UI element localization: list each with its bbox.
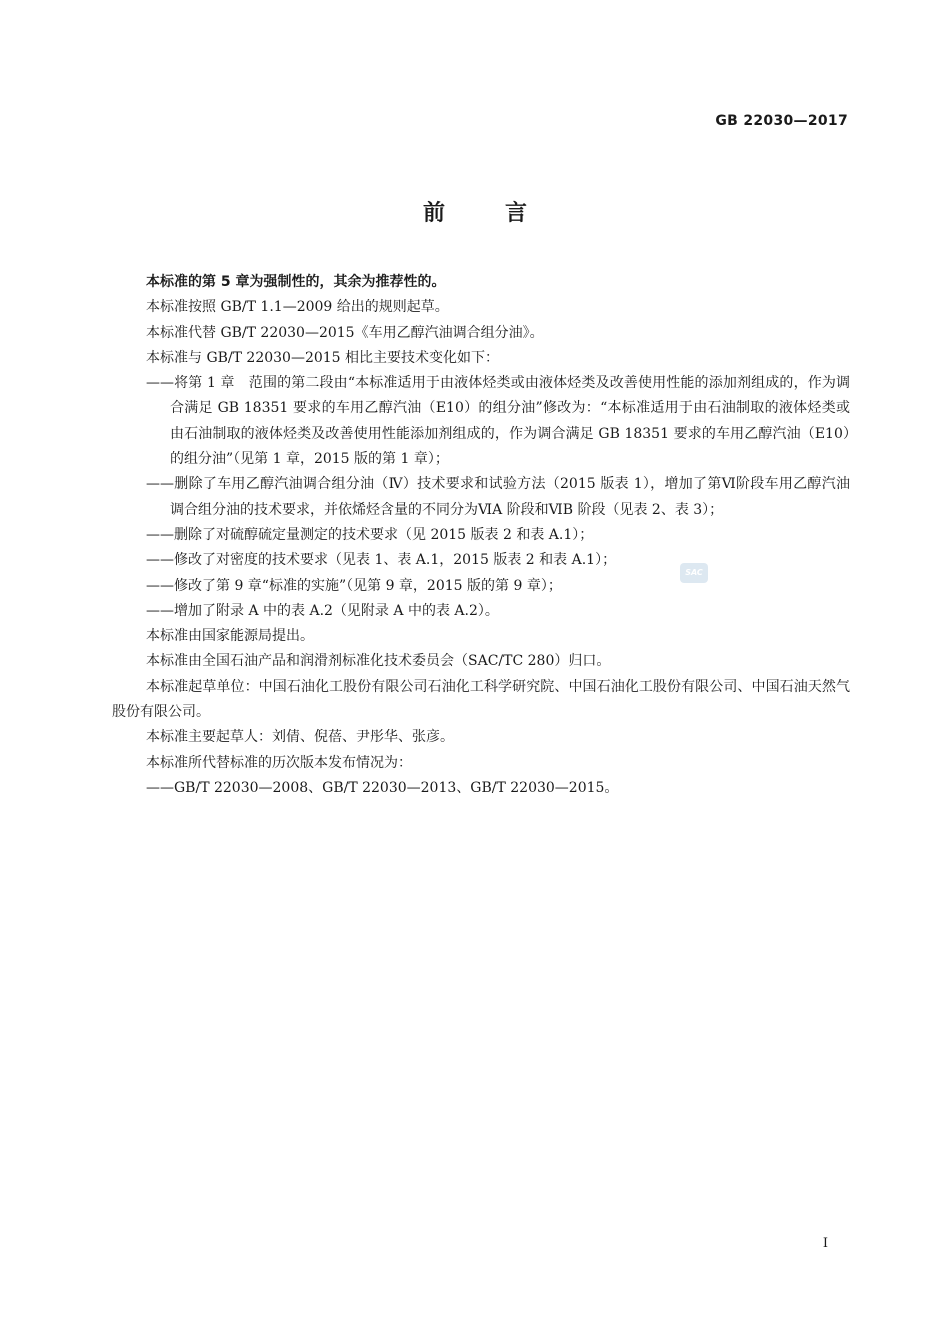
paragraph-drafting-rules: 本标准按照 GB/T 1.1—2009 给出的规则起草。 [146,299,449,316]
foreword-body [112,270,850,801]
sac-watermark-logo: SAC [680,563,708,583]
page-number: I [822,1236,828,1251]
standard-code: GB 22030—2017 [715,113,848,129]
page-title: 前言 [422,201,587,226]
paragraph-changes-intro: 本标准与 GB/T 22030—2015 相比主要技术变化如下： [146,349,500,366]
history-item: ——GB/T 22030—2008、GB/T 22030—2013、GB/T 22030—2015。 [146,779,619,796]
paragraph-mandatory: 本标准的第 5 章为强制性的，其余为推荐性的。 [146,274,446,290]
paragraph-drafters: 本标准主要起草人：刘倩、倪蓓、尹彤华、张彦。 [146,729,454,746]
change-item: ——增加了附录 A 中的表 A.2（见附录 A 中的表 A.2）。 [146,602,499,619]
change-item: ——删除了对硫醇硫定量测定的技术要求（见 2015 版表 2 和表 A.1）； [146,526,594,543]
change-item: ——修改了对密度的技术要求（见表 1、表 A.1，2015 版表 2 和表 A.1）； [146,552,617,569]
paragraph-proposed-by: 本标准由国家能源局提出。 [146,628,314,645]
change-item: ——将第 1 章 范围的第二段由“本标准适用于由液体烃类或由液体烃类及改善使用性能的添加剂组成的，作为调合满足 GB 18351 要求的车用乙醇汽油（E10）的组分油”修改为：“本标准适用于由石油制取的液体烃类或由石油制取的液体烃类及改善使用性能添加剂组成的，作为调合满足 GB 18351 要求的车用乙醇汽油（E10）的组分油”（见第 1 章，2015 版的第 1 章）； [146,375,850,468]
change-item: ——修改了第 9 章“标准的实施”（见第 9 章，2015 版的第 9 章）； [146,577,562,594]
change-item: ——删除了车用乙醇汽油调合组分油（Ⅳ）技术要求和试验方法（2015 版表 1），增加了第Ⅵ阶段车用乙醇汽油调合组分油的技术要求，并依烯烃含量的不同分为ⅥA 阶段和ⅥB 阶段（见表 2、表 3）； [146,476,850,518]
paragraph-drafting-units: 本标准起草单位：中国石油化工股份有限公司石油化工科学研究院、中国石油化工股份有限公司、中国石油天然气股份有限公司。 [112,678,850,721]
paragraph-history-intro: 本标准所代替标准的历次版本发布情况为： [146,754,412,771]
paragraph-technical-committee: 本标准由全国石油产品和润滑剂标准化技术委员会（SAC/TC 280）归口。 [146,653,611,670]
paragraph-replaces: 本标准代替 GB/T 22030—2015《车用乙醇汽油调合组分油》。 [146,324,544,341]
